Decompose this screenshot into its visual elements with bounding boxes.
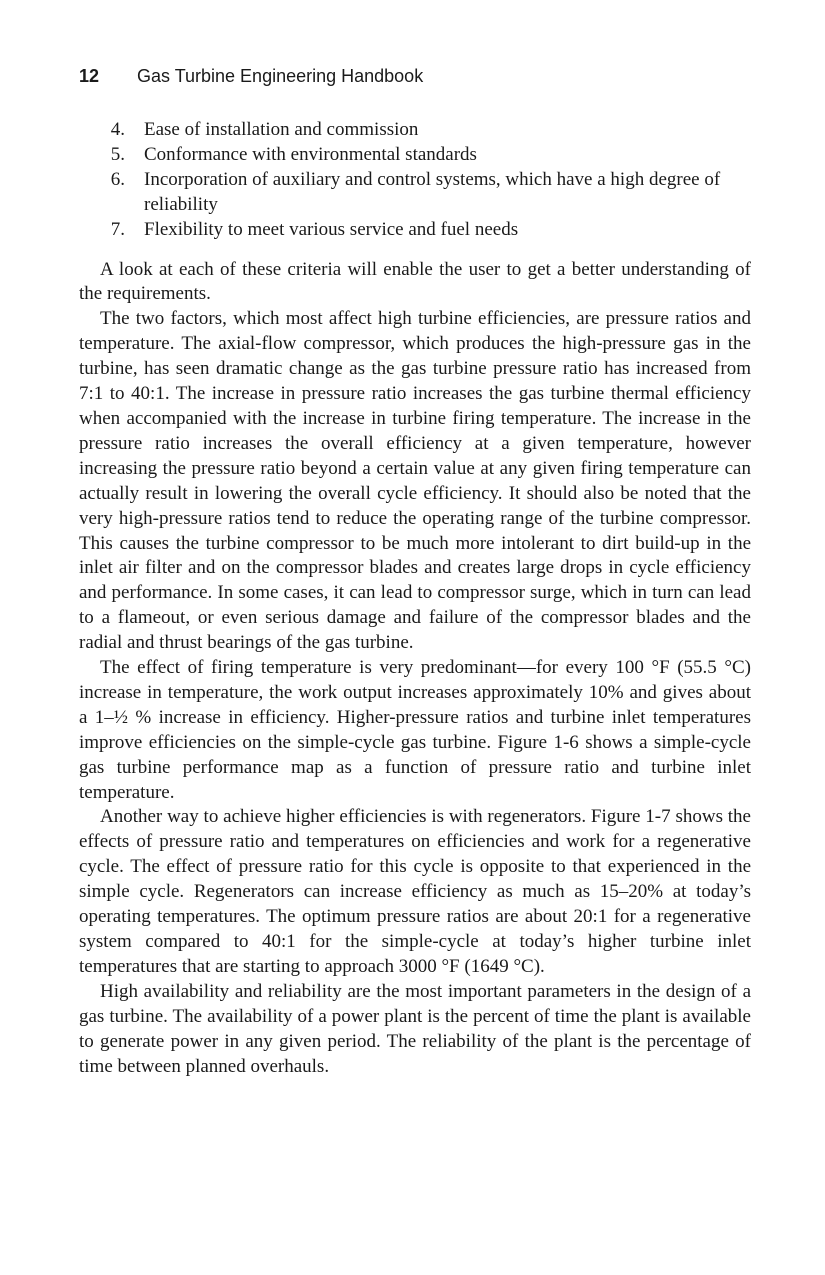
list-item-text: Incorporation of auxiliary and control systems, which have a high degree of reliability (144, 168, 721, 215)
page-number: 12 (79, 66, 100, 86)
list-item-text: Ease of installation and commission (144, 119, 419, 140)
paragraph-regenerators: Another way to achieve higher efficiencies is with regenerators. Figure 1-7 shows the effects of pressure ratio and temperatures on efficiencies and work for a regenerative cycle. The effect of pressure ratio for this cycle is opposite to that experienced in the simple cycle. Regenerators can increase efficiency as much as 15–20% at today’s operating temperatures. The optimum pressure ratios are about 20:1 for a regenerative system compared to 40:1 for the simple-cycle at today’s higher turbine inlet temperatures that are starting to approach 3000 °F (1649 °C). (79, 806, 751, 977)
list-item (79, 168, 751, 218)
page-body (79, 118, 751, 1079)
list-item-number: 5. (110, 143, 125, 165)
list-item-number: 4. (110, 119, 125, 140)
paragraph-criteria-intro: A look at each of these criteria will enable the user to get a better understanding of the requirements. (79, 258, 751, 305)
list-item (79, 218, 751, 243)
list-item (79, 118, 751, 143)
running-head (79, 64, 423, 88)
list-item-number: 7. (110, 218, 125, 240)
list-item-text: Conformance with environmental standards (144, 143, 477, 165)
paragraph-availability: High availability and reliability are the most important parameters in the design of a gas turbine. The availability of a power plant is the percent of time the plant is available to generate power in any given period. The reliability of the plant is the percentage of time between planned overhauls. (79, 980, 751, 1077)
list-item (79, 143, 751, 168)
paragraph-firing-temperature: The effect of firing temperature is very predominant—for every 100 °F (55.5 °C) increase in temperature, the work output increases approximately 10% and gives about a 1–½ % increase in efficiency. Higher-pressure ratios and turbine inlet temperatures improve efficiencies on the simple-cycle gas turbine. Figure 1-6 shows a simple-cycle gas turbine performance map as a function of pressure ratio and turbine inlet temperature. (79, 657, 751, 803)
list-item-text: Flexibility to meet various service and fuel needs (144, 218, 519, 240)
paragraph-pressure-ratio: The two factors, which most affect high turbine efficiencies, are pressure ratios and temperature. The axial-flow compressor, which produces the high-pressure gas in the turbine, has seen dramatic change as the gas turbine pressure ratio has increased from 7:1 to 40:1. The increase in pressure ratio increases the gas turbine thermal efficiency when accompanied with the increase in turbine firing temperature. The increase in the pressure ratio increases the overall efficiency at a given temperature, however increasing the pressure ratio beyond a certain value at any given firing temperature can actually result in lowering the overall cycle efficiency. It should also be noted that the very high-pressure ratios tend to reduce the operating range of the turbine compressor. This causes the turbine compressor to be much more intolerant to dirt build-up in the inlet air filter and on the compressor blades and creates large drops in cycle efficiency and performance. In some cases, it can lead to compressor surge, which in turn can lead to a flameout, or even serious damage and failure of the compressor blades and the radial and thrust bearings of the gas turbine. (79, 308, 751, 654)
book-title: Gas Turbine Engineering Handbook (137, 66, 424, 86)
criteria-list (79, 118, 751, 243)
list-item-number: 6. (110, 168, 125, 190)
